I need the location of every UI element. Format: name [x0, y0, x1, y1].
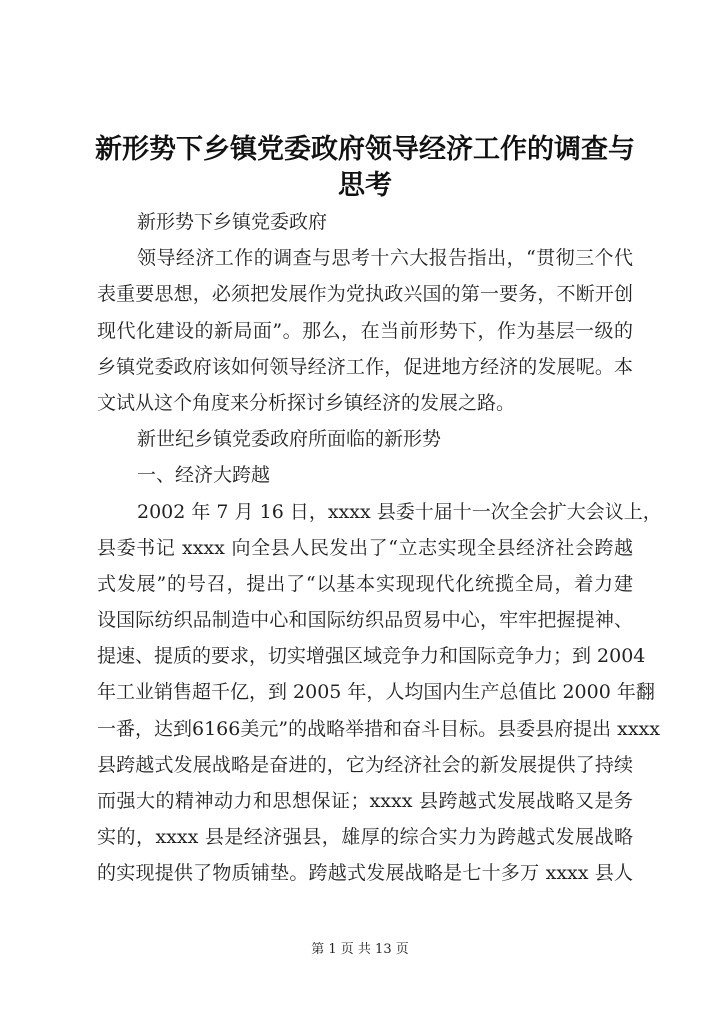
- text-line: 县委书记 xxxx 向全县人民发出了“立志实现全县经济社会跨越: [97, 536, 633, 559]
- text-line: 新世纪乡镇党委政府所面临的新形势: [137, 428, 442, 451]
- text-line: 提速、提质的要求，切实增强区域竞争力和国际竞争力；到 2004: [97, 645, 646, 668]
- text-line: 一番，达到6166美元”的战略举措和奋斗目标。县委县府提出 xxxx: [97, 717, 660, 740]
- document-body: [97, 204, 662, 892]
- document-title: [95, 132, 635, 204]
- text-line: 2002 年 7 月 16 日，xxxx 县委十届十一次全会扩大会议上，: [137, 500, 662, 523]
- text-line: 领导经济工作的调查与思考十六大报告指出，“贯彻三个代: [137, 247, 633, 270]
- title-line-1: 新形势下乡镇党委政府领导经济工作的调查与: [95, 134, 635, 165]
- text-line: 实的，xxxx 县是经济强县，雄厚的综合实力为跨越式发展战略: [97, 826, 633, 849]
- text-line: 乡镇党委政府该如何领导经济工作，促进地方经济的发展呢。本: [97, 355, 633, 378]
- text-line: 设国际纺织品制造中心和国际纺织品贸易中心，牢牢把握提神、: [97, 609, 633, 632]
- text-line: 新形势下乡镇党委政府: [137, 211, 328, 233]
- text-line: 而强大的精神动力和思想保证；xxxx 县跨越式发展战略又是务: [97, 790, 633, 812]
- text-line: 年工业销售超千亿，到 2005 年，人均国内生产总值比 2000 年翻: [97, 681, 655, 704]
- text-line: 式发展”的号召，提出了“以基本实现现代化统揽全局，着力建: [97, 572, 633, 595]
- text-line: 县跨越式发展战略是奋进的，它为经济社会的新发展提供了持续: [97, 753, 633, 776]
- text-line: 现代化建设的新局面”。那么，在当前形势下，作为基层一级的: [97, 319, 633, 342]
- text-line: 一、经济大跨越: [137, 464, 271, 487]
- text-line: 表重要思想，必须把发展作为党执政兴国的第一要务，不断开创: [97, 283, 633, 306]
- page-number: 第 1 页 共 13 页: [311, 942, 409, 957]
- text-line: 的实现提供了物质铺垫。跨越式发展战略是七十多万 xxxx 县人: [97, 862, 633, 885]
- text-line: 文试从这个角度来分析探讨乡镇经济的发展之路。: [97, 391, 516, 414]
- title-line-2: 思考: [338, 170, 392, 201]
